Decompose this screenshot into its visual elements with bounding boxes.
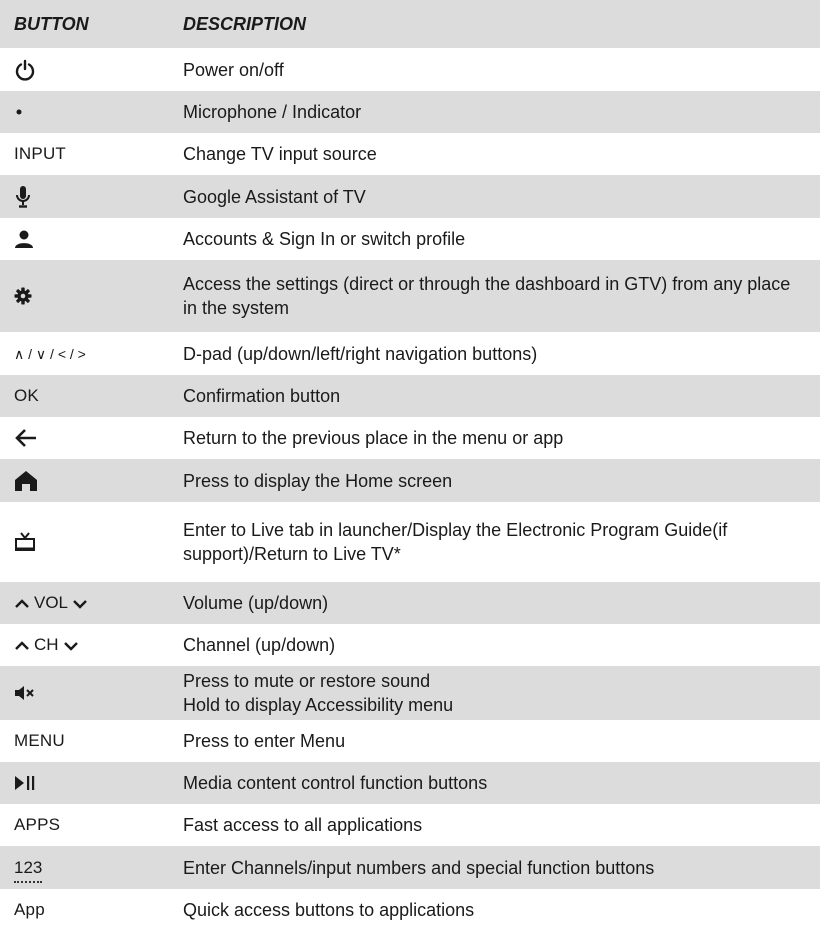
row-description-line: Press to mute or restore sound bbox=[183, 671, 431, 691]
table-row bbox=[0, 762, 820, 804]
dot-indicator-icon bbox=[0, 91, 180, 133]
table-row bbox=[0, 502, 820, 582]
live-tv-icon bbox=[0, 502, 180, 582]
table-row bbox=[0, 720, 820, 762]
button-label: 123 bbox=[14, 858, 43, 877]
button-label: ∧ / ∨ / < / > bbox=[14, 345, 86, 362]
back-arrow-icon bbox=[0, 417, 180, 459]
button-label: APPS bbox=[14, 815, 61, 834]
chevron-up-icon bbox=[14, 639, 30, 651]
row-description: Power on/off bbox=[183, 59, 284, 80]
row-description: Media content control function buttons bbox=[183, 773, 488, 793]
row-description: Quick access buttons to applications bbox=[183, 900, 475, 920]
table-row bbox=[0, 846, 820, 889]
button-label: MENU bbox=[14, 731, 65, 750]
row-description: Press to display the Home screen bbox=[183, 470, 453, 491]
table-row bbox=[0, 133, 820, 175]
table-row bbox=[0, 175, 820, 218]
row-description: Accounts & Sign In or switch profile bbox=[183, 229, 466, 249]
chevron-up-icon bbox=[14, 597, 30, 609]
table-row bbox=[0, 666, 820, 720]
table-row bbox=[0, 260, 820, 332]
row-description: Access the settings (direct or through the dashboard in GTV) from any place in the system bbox=[183, 274, 791, 318]
button-label: OK bbox=[14, 386, 39, 405]
row-description: Confirmation button bbox=[183, 386, 341, 406]
chevron-down-icon bbox=[72, 597, 88, 609]
row-description: Return to the previous place in the menu or app bbox=[183, 428, 564, 448]
header-description: DESCRIPTION bbox=[183, 14, 307, 34]
mute-icon bbox=[0, 666, 180, 720]
row-description: Google Assistant of TV bbox=[183, 186, 366, 207]
home-icon bbox=[0, 459, 180, 502]
table-row bbox=[0, 332, 820, 375]
table-header-row bbox=[0, 0, 820, 48]
table-row bbox=[0, 624, 820, 666]
table-row bbox=[0, 804, 820, 846]
row-description: Enter to Live tab in launcher/Display the Electronic Program Guide(if support)/Return to Live TV* bbox=[183, 520, 728, 564]
table-row bbox=[0, 417, 820, 459]
button-label: INPUT bbox=[14, 144, 66, 163]
row-description-line: Hold to display Accessibility menu bbox=[183, 695, 454, 715]
button-label: CH bbox=[34, 635, 59, 654]
row-description: Press to enter Menu bbox=[183, 731, 346, 751]
chevron-down-icon bbox=[63, 639, 79, 651]
table-row bbox=[0, 889, 820, 931]
person-icon bbox=[0, 218, 180, 260]
table-row bbox=[0, 459, 820, 502]
dotted-underline bbox=[14, 881, 42, 883]
row-description: D-pad (up/down/left/right navigation buttons) bbox=[183, 343, 538, 364]
power-icon bbox=[0, 48, 180, 91]
row-description: Enter Channels/input numbers and special function buttons bbox=[183, 857, 655, 878]
row-description: Volume (up/down) bbox=[183, 593, 329, 613]
button-label: VOL bbox=[34, 593, 69, 612]
row-description: Channel (up/down) bbox=[183, 635, 336, 655]
gear-icon bbox=[0, 260, 180, 332]
table-row bbox=[0, 48, 820, 91]
table-row bbox=[0, 375, 820, 417]
row-description: Change TV input source bbox=[183, 144, 377, 164]
table-row bbox=[0, 582, 820, 624]
play-pause-icon bbox=[0, 762, 180, 804]
button-label: App bbox=[14, 900, 45, 919]
row-description: Microphone / Indicator bbox=[183, 102, 362, 122]
table-row bbox=[0, 91, 820, 133]
header-button: BUTTON bbox=[14, 14, 89, 34]
table-row bbox=[0, 218, 820, 260]
row-description: Fast access to all applications bbox=[183, 815, 423, 835]
microphone-icon bbox=[0, 175, 180, 218]
